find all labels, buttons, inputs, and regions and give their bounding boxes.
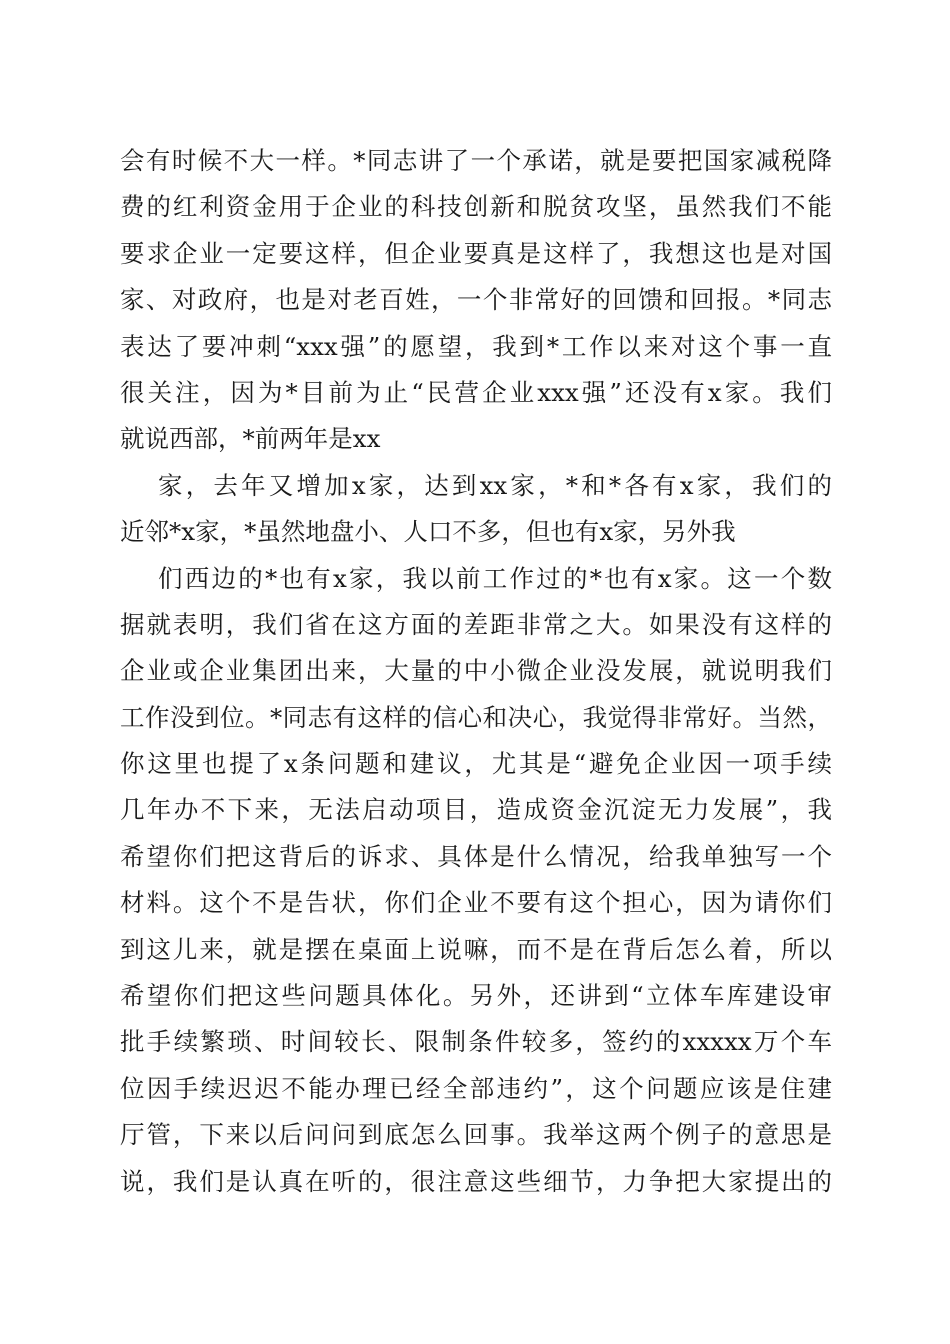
text-line: 家，去年又增加x家，达到xx家，*和*各有x家，我们的	[158, 470, 832, 500]
text-line: 表达了要冲刺“xxx强”的愿望，我到*工作以来对这个事一直	[120, 331, 832, 361]
text-line: 据就表明，我们省在这方面的差距非常之大。如果没有这样的	[120, 609, 832, 639]
text-line: 工作没到位。*同志有这样的信心和决心，我觉得非常好。当然，	[120, 702, 832, 732]
text-line: 家、对政府，也是对老百姓，一个非常好的回馈和回报。*同志	[120, 285, 832, 315]
text-line: 位因手续迟迟不能办理已经全部违约”，这个问题应该是住建	[120, 1073, 832, 1103]
text-line: 说，我们是认真在听的，很注意这些细节，力争把大家提出的	[120, 1166, 832, 1196]
text-line: 企业或企业集团出来，大量的中小微企业没发展，就说明我们	[120, 656, 832, 686]
text-line: 厅管，下来以后问问到底怎么回事。我举这两个例子的意思是	[120, 1120, 832, 1150]
text-line: 批手续繁琐、时间较长、限制条件较多，签约的xxxxx万个车	[120, 1027, 832, 1057]
text-line: 很关注，因为*目前为止“民营企业xxx强”还没有x家。我们	[120, 377, 832, 407]
text-line: 材料。这个不是告状，你们企业不要有这个担心，因为请你们	[120, 888, 832, 918]
text-line: 希望你们把这些问题具体化。另外，还讲到“立体车库建设审	[120, 981, 832, 1011]
body-text	[120, 138, 832, 1205]
text-line: 费的红利资金用于企业的科技创新和脱贫攻坚，虽然我们不能	[120, 192, 832, 222]
text-line: 希望你们把这背后的诉求、具体是什么情况，给我单独写一个	[120, 841, 832, 871]
text-line: 要求企业一定要这样，但企业要真是这样了，我想这也是对国	[120, 238, 832, 268]
text-line: 你这里也提了x条问题和建议，尤其是“避免企业因一项手续	[120, 749, 832, 779]
text-line: 们西边的*也有x家，我以前工作过的*也有x家。这一个数	[158, 563, 832, 593]
text-line: 几年办不下来，无法启动项目，造成资金沉淀无力发展”，我	[120, 795, 832, 825]
text-line: 到这儿来，就是摆在桌面上说嘛，而不是在背后怎么着，所以	[120, 934, 832, 964]
text-line: 近邻*x家，*虽然地盘小、人口不多，但也有x家，另外我	[120, 517, 736, 547]
text-line: 就说西部，*前两年是xx	[120, 424, 381, 454]
text-line: 会有时候不大一样。*同志讲了一个承诺，就是要把国家减税降	[120, 146, 832, 175]
